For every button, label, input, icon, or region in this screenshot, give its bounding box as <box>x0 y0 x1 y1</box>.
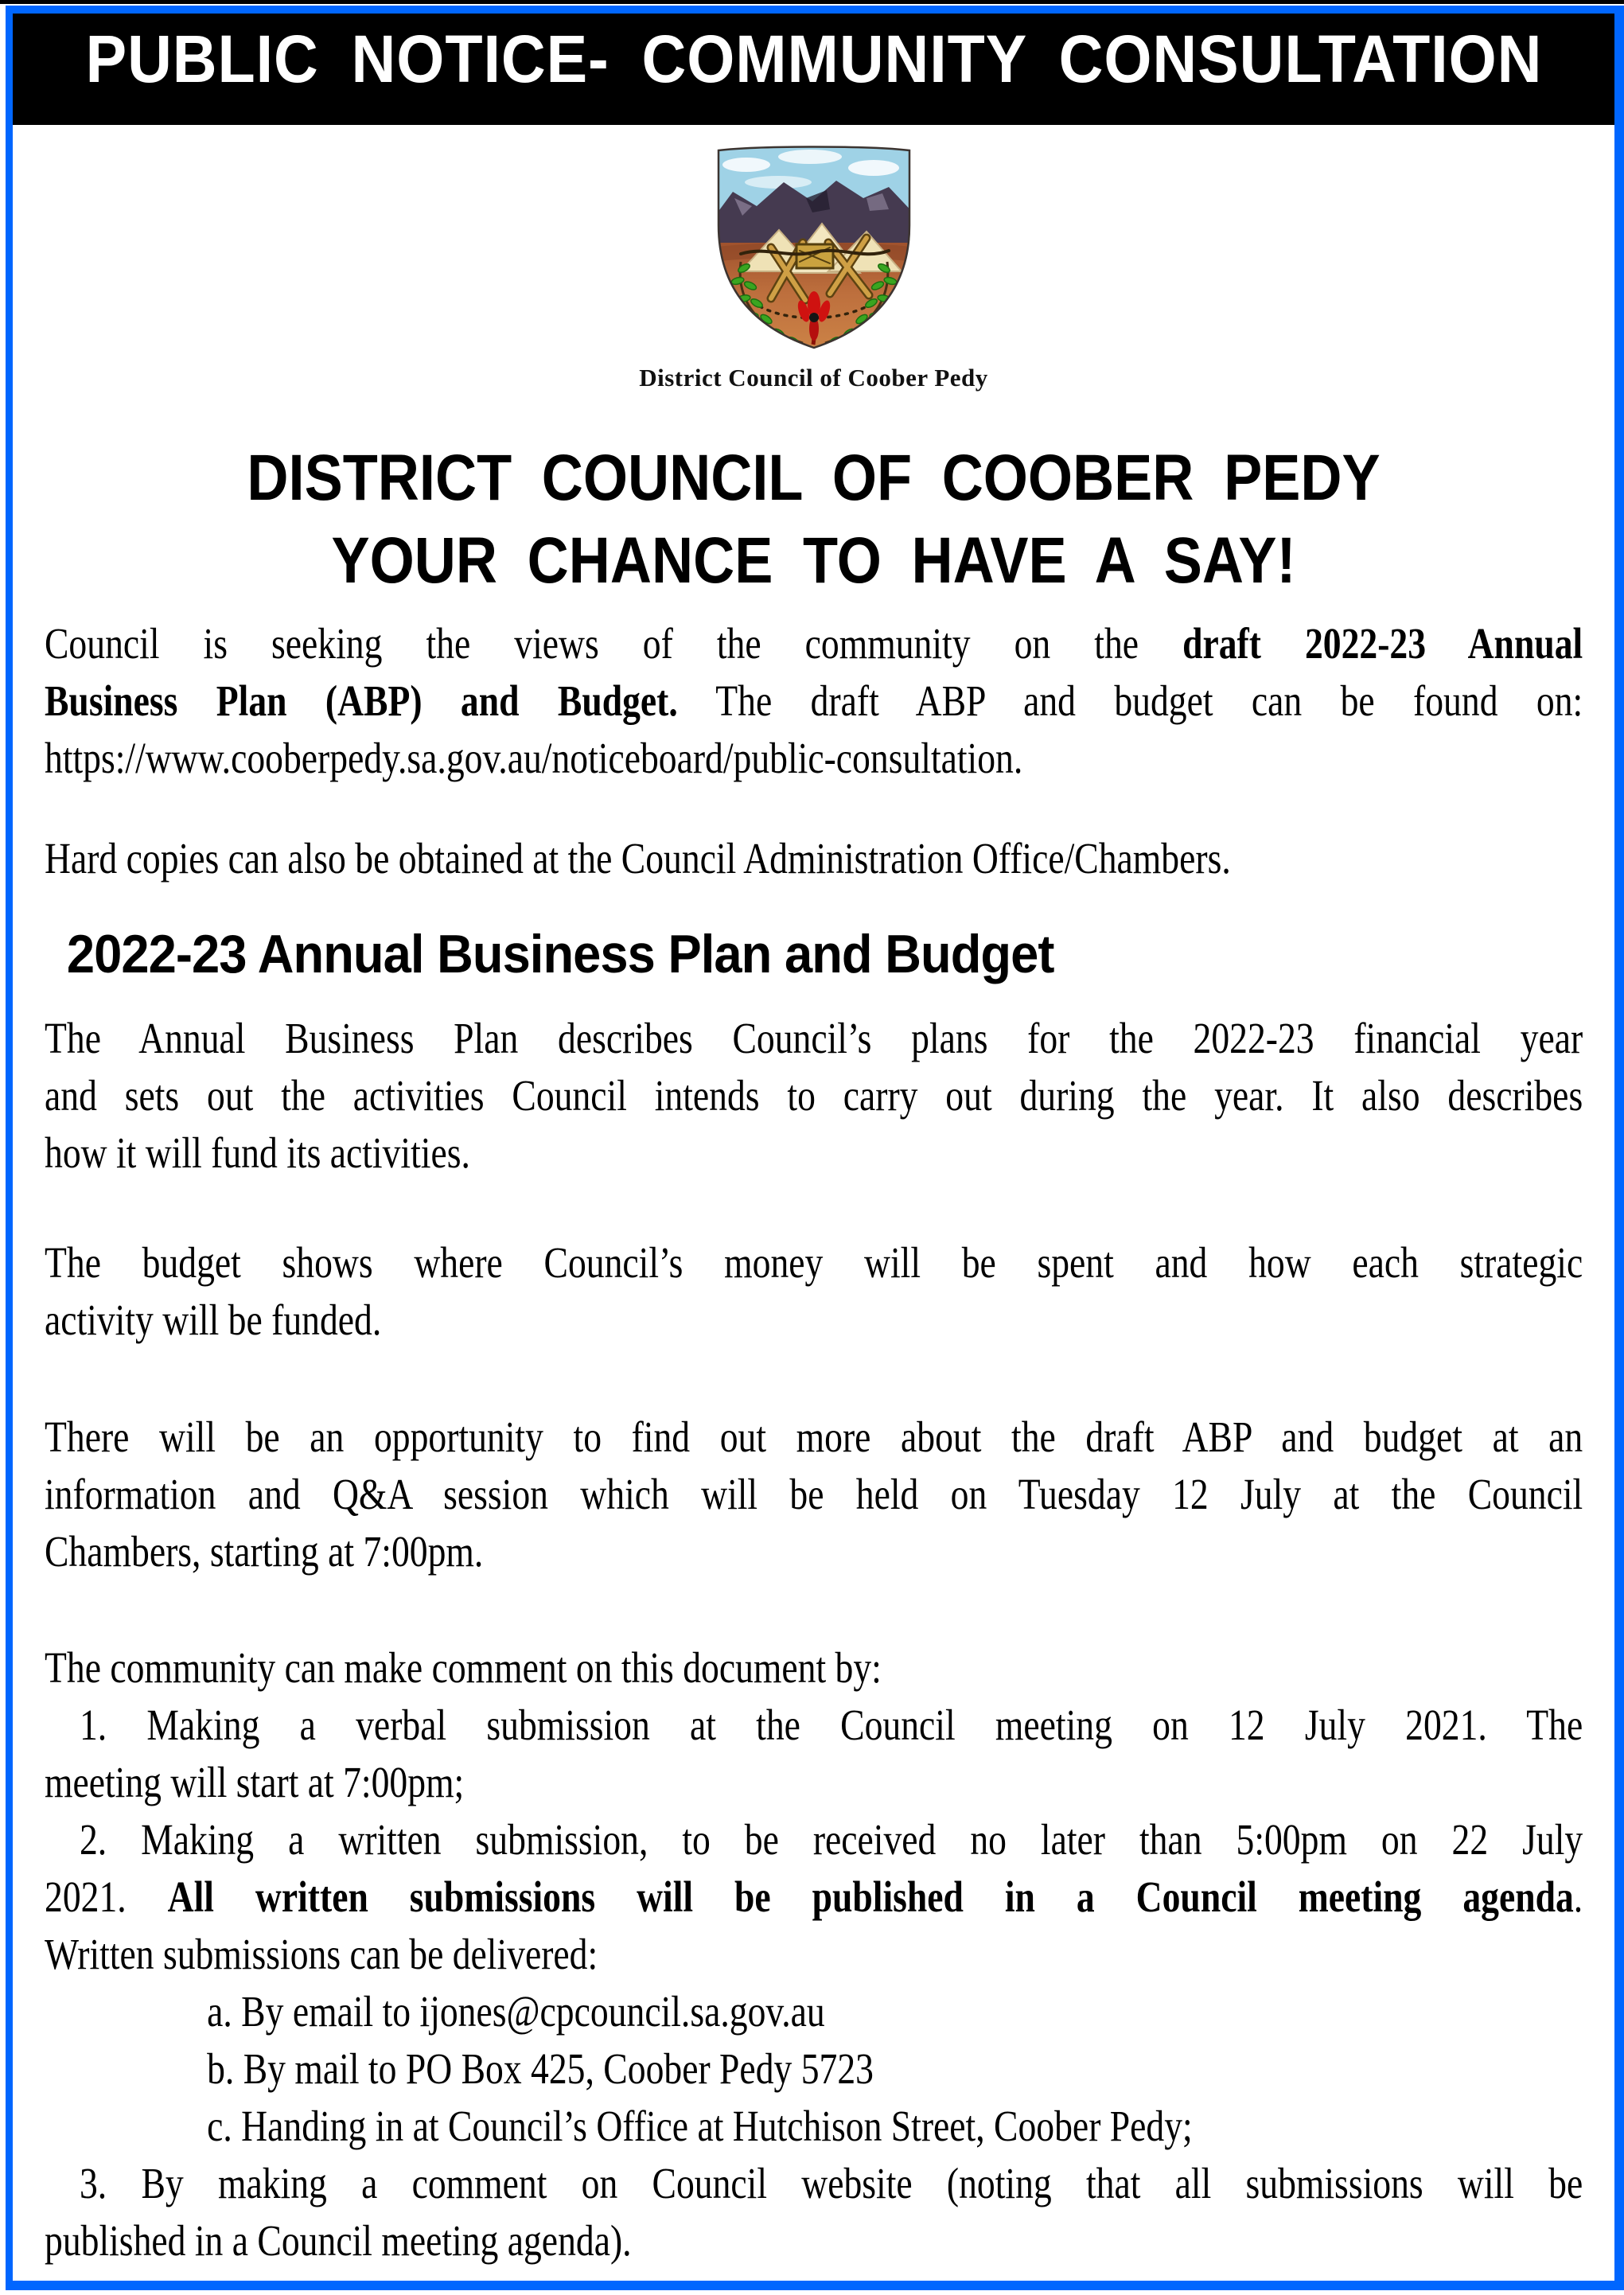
section-heading: 2022-23 Annual Business Plan and Budget <box>66 924 1054 984</box>
text-line <box>45 1523 1583 1580</box>
text-run: how it will fund its activities. <box>45 1128 470 1177</box>
logo-block <box>13 142 1614 394</box>
text-line <box>45 1811 1583 1868</box>
text-run: There will be an opportunity to find out more about the draft ABP and budget at an <box>45 1412 1583 1461</box>
text-line <box>45 615 1583 672</box>
title-line-1: DISTRICT COUNCIL OF COOBER PEDY <box>247 442 1381 514</box>
text-run: 2. Making a written submission, to be received no later than 5:00pm on 22 July <box>79 1815 1583 1864</box>
council-crest-logo <box>711 142 917 353</box>
crest-artwork <box>711 142 917 353</box>
text-run: b. By mail to PO Box 425, Coober Pedy 5723 <box>207 2044 874 2093</box>
text-run: . <box>1573 1872 1583 1921</box>
text-run: The Annual Business Plan describes Council’s plans for the 2022-23 financial year <box>45 1014 1583 1062</box>
text-line <box>45 2212 1583 2270</box>
text-run: The community can make comment on this document by: <box>45 1643 882 1692</box>
text-line <box>45 1409 1583 1466</box>
text-line <box>45 1067 1583 1124</box>
text-run: draft 2022-23 Annual <box>1182 619 1583 668</box>
text-run: Council is seeking the views of the community on the <box>45 619 1183 668</box>
notice-body <box>13 615 1614 2270</box>
text-run: and sets out the activities Council intends to carry out during the year. It also describes <box>45 1071 1583 1120</box>
public-notice-banner <box>13 14 1614 125</box>
text-line <box>45 830 1583 887</box>
text-line <box>45 1983 1583 2040</box>
text-run: Chambers, starting at 7:00pm. <box>45 1527 484 1576</box>
text-run: meeting will start at 7:00pm; <box>45 1758 465 1806</box>
text-line <box>45 2040 1583 2098</box>
text-run: information and Q&A session which will be held on Tuesday 12 July at the Council <box>45 1470 1583 1518</box>
text-run: 1. Making a verbal submission at the Council meeting on 12 July 2021. The <box>79 1701 1583 1749</box>
text-line <box>45 1754 1583 1811</box>
text-run: Hard copies can also be obtained at the Council Administration Office/Chambers. <box>45 834 1231 883</box>
paragraph <box>45 830 1583 887</box>
text-line <box>45 2155 1583 2212</box>
text-line <box>45 2098 1583 2155</box>
text-line <box>45 730 1583 787</box>
paragraph <box>45 1409 1583 1580</box>
text-run: published in a Council meeting agenda). <box>45 2216 632 2265</box>
text-line <box>45 672 1583 730</box>
paragraph <box>45 2155 1583 2270</box>
text-line <box>45 1639 1583 1697</box>
paragraph <box>45 1010 1583 1182</box>
banner-title: PUBLIC NOTICE- COMMUNITY CONSULTATION <box>85 21 1542 96</box>
paragraph <box>45 1697 1583 1811</box>
text-line <box>45 1292 1583 1349</box>
paragraph <box>45 2098 1583 2155</box>
text-run: a. By email to ijones@cpcouncil.sa.gov.au <box>207 1987 825 2036</box>
text-run: Written submissions can be delivered: <box>45 1930 598 1978</box>
paragraph <box>45 1234 1583 1349</box>
text-line <box>45 1124 1583 1182</box>
text-run: 2021. <box>45 1872 168 1921</box>
text-run: All written submissions will be published in a Council meeting agenda <box>167 1872 1574 1921</box>
text-line <box>45 1868 1583 1926</box>
text-run: The budget shows where Council’s money will be spent and how each strategic <box>45 1238 1583 1287</box>
paragraph <box>45 2040 1583 2098</box>
text-line <box>45 1926 1583 1983</box>
notice-title <box>13 437 1614 602</box>
paragraph <box>45 615 1583 787</box>
text-line <box>45 1010 1583 1067</box>
paragraph <box>45 1811 1583 1983</box>
text-run: The draft ABP and budget can be found on: <box>677 676 1583 725</box>
text-run: 3. By making a comment on Council website (noting that all submissions will be <box>79 2159 1583 2207</box>
paragraph <box>45 1983 1583 2040</box>
text-line <box>45 1466 1583 1523</box>
title-line-2: YOUR CHANCE TO HAVE A SAY! <box>331 524 1296 597</box>
text-run: activity will be funded. <box>45 1296 382 1344</box>
scan-edge-strip <box>0 0 1624 4</box>
logo-caption: District Council of Coober Pedy <box>639 364 988 392</box>
paragraph <box>45 1639 1583 1697</box>
text-run: c. Handing in at Council’s Office at Hutchison Street, Coober Pedy; <box>207 2102 1193 2150</box>
text-line <box>45 1234 1583 1292</box>
text-line <box>45 1697 1583 1754</box>
notice-frame <box>6 6 1624 2290</box>
council-url: https://www.cooberpedy.sa.gov.au/noticeboard/public-consultation. <box>45 734 1023 782</box>
text-run: Business Plan (ABP) and Budget. <box>45 676 678 725</box>
